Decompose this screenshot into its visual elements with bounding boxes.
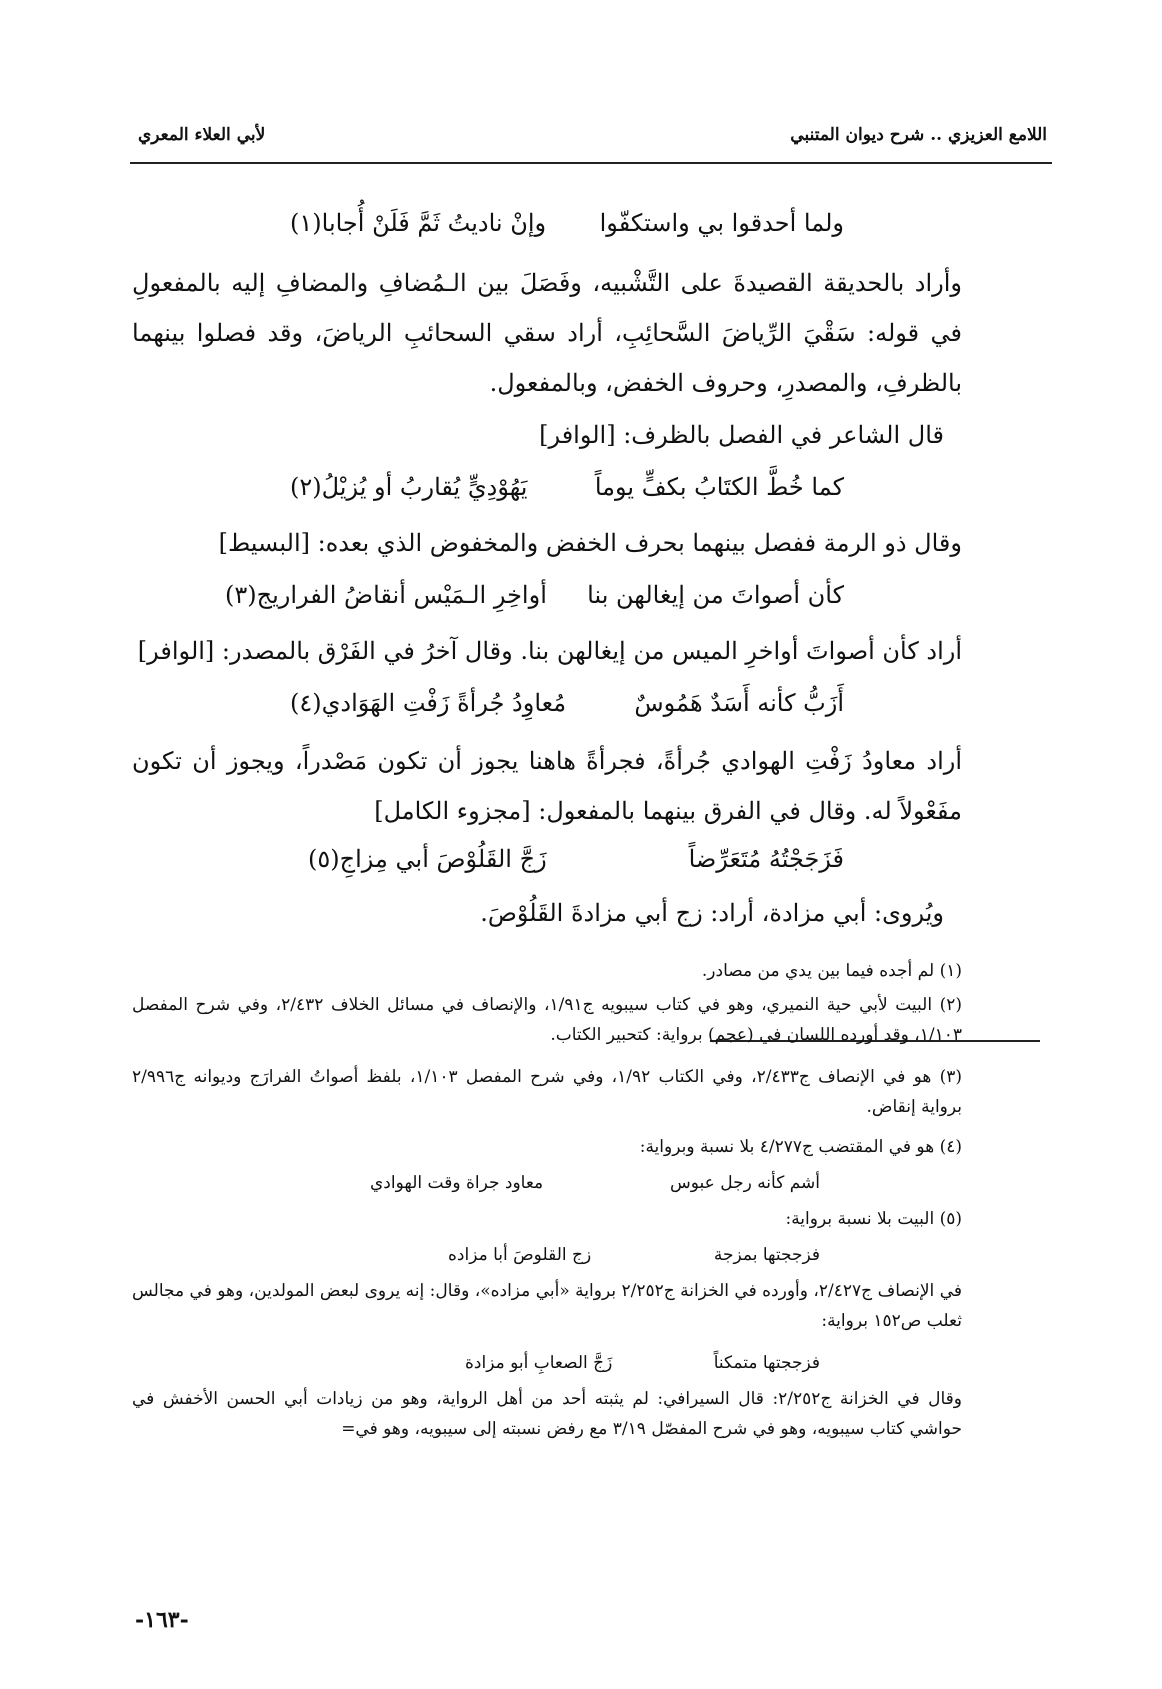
footnote-4-verse <box>370 1168 820 1198</box>
footnote-5-verse-2-second: زَجَّ الصعابِ أبو مزادة <box>465 1353 613 1373</box>
verse-3-first-hemistich: كأن أصواتَ من إيغالهن بنا <box>587 581 844 609</box>
footnote-5-verse-2-first: فزججتها متمكناً <box>713 1353 820 1373</box>
footnote-5-text-2: وقال في الخزانة ج٢/٢٥٢: قال السيرافي: لم يثبته أحد من أهل الرواية، وهو من زيادات أبي الحسن الأخفش في حواشي كتاب سيبويه، وهو في شرح المفصّل ٣/١٩ مع رفض نسبته إلى سيبويه، وهو في= <box>132 1389 962 1439</box>
paragraph-1: وأراد بالحديقة القصيدةَ على التَّشْبيه، وفَصَلَ بين الـمُضافِ والمضافِ إليه بالمفعولِ في قوله: سَقْيَ الرِّياضَ السَّحائِبِ، أراد سقي السحائبِ الرياضَ، وقد فصلوا بينهما بالظرفِ، والمصدرِ، وحروف الخفض، وبالمفعول. <box>132 269 962 397</box>
verse-5-first-hemistich: فَزَجَجْتُهُ مُتَعَرِّضاً <box>688 845 844 873</box>
quote-intro-1: قال الشاعر في الفصل بالظرف: [الوافر] <box>539 421 944 449</box>
verse-1 <box>290 198 844 248</box>
riwaya-note: ويُروى: أبي مزادة، أراد: زج أبي مزادةَ القَلُوْصَ. <box>480 899 944 927</box>
footnote-4-verse-second: معاود جراة وقت الهوادي <box>370 1173 544 1193</box>
quote-intro-2: وقال ذو الرمة ففصل بينهما بحرف الخفض والمخفوض الذي بعده: [البسيط] <box>218 529 962 557</box>
verse-2 <box>290 462 844 512</box>
footnote-2: (٢) البيت لأبي حية النميري، وهو في كتاب سيبويه ج١/٩١، والإنصاف في مسائل الخلاف ٢/٤٣٢، وفي شرح المفصل ١/١٠٣، وقد أورده اللسان في (عجم) برواية: كتحبير الكتاب. <box>132 995 963 1045</box>
verse-5 <box>308 834 844 884</box>
verse-4 <box>290 678 844 728</box>
verse-3 <box>225 570 844 620</box>
header-author: لأبي العلاء المعري <box>138 125 266 145</box>
footnote-5-verse-1 <box>448 1240 820 1270</box>
footnote-4-verse-first: أشم كأنه رجل عبوس <box>669 1173 820 1193</box>
header-rule <box>130 162 1052 164</box>
paragraph-2: أراد معاودُ زَفْتِ الهوادي جُرأةً، فجرأةً هاهنا يجوز أن تكون مَصْدراً، ويجوز أن تكون مفَعْولاً له. وقال في الفرق بينهما بالمفعول: [مجزوء الكامل] <box>132 747 962 825</box>
footnote-5-verse-1-first: فزججتها بمزجة <box>713 1245 820 1265</box>
footnote-4: (٤) هو في المقتضب ج٤/٢٧٧ بلا نسبة وبرواية: <box>639 1137 962 1157</box>
footnote-5-verse-1-second: زج القلوصَ أبا مزاده <box>448 1245 592 1265</box>
footnote-5-verse-2 <box>465 1348 820 1378</box>
page-number: -١٦٣- <box>135 1607 189 1633</box>
header-book-title: اللامع العزيزي .. شرح ديوان المتنبي <box>790 125 1047 145</box>
verse-1-second-hemistich: وإنْ ناديتُ ثَمَّ فَلَنْ أُجابا(١) <box>290 209 547 237</box>
quote-intro-3: أراد كأن أصواتَ أواخرِ الميس من إيغالهن بنا. وقال آخرُ في الفَرْق بالمصدر: [الوافر] <box>137 637 962 665</box>
running-header <box>138 118 1047 152</box>
verse-1-first-hemistich: ولما أحدقوا بي واستكفّوا <box>599 209 844 237</box>
footnote-3: (٣) هو في الإنصاف ج٢/٤٣٣، وفي الكتاب ١/٩٢، وفي شرح المفصل ١/١٠٣، بلفظ أصواتُ الفرارَج وديوانه ج٢/٩٩٦ برواية إنقاض. <box>132 1067 962 1117</box>
footnote-5: (٥) البيت بلا نسبة برواية: <box>785 1209 962 1229</box>
verse-2-first-hemistich: كما خُطَّ الكتَابُ بكفٍّ يوماً <box>594 473 844 501</box>
verse-4-second-hemistich: مُعاوِدُ جُرأةً زَفْتِ الهَوَادي(٤) <box>290 689 567 717</box>
verse-3-second-hemistich: أواخِرِ الـمَيْس أنقاضُ الفراريج(٣) <box>225 581 547 609</box>
footnote-1: (١) لم أجده فيما بين يدي من مصادر. <box>701 961 962 981</box>
footnote-5-text-1: في الإنصاف ج٢/٤٢٧، وأورده في الخزانة ج٢/٢٥٢ برواية «أبي مزاده»، وقال: إنه يروى لبعض المولدين، وهو في مجالس ثعلب ص١٥٢ برواية: <box>132 1281 962 1331</box>
verse-5-second-hemistich: زَجَّ القَلُوْصَ أبي مِزاجِ(٥) <box>308 845 547 873</box>
verse-4-first-hemistich: أَزَبُّ كأنه أَسَدٌ هَمُوسٌ <box>634 689 844 717</box>
verse-2-second-hemistich: يَهُوْدِيٍّ يُقاربُ أو يُزيْلُ(٢) <box>290 473 528 501</box>
